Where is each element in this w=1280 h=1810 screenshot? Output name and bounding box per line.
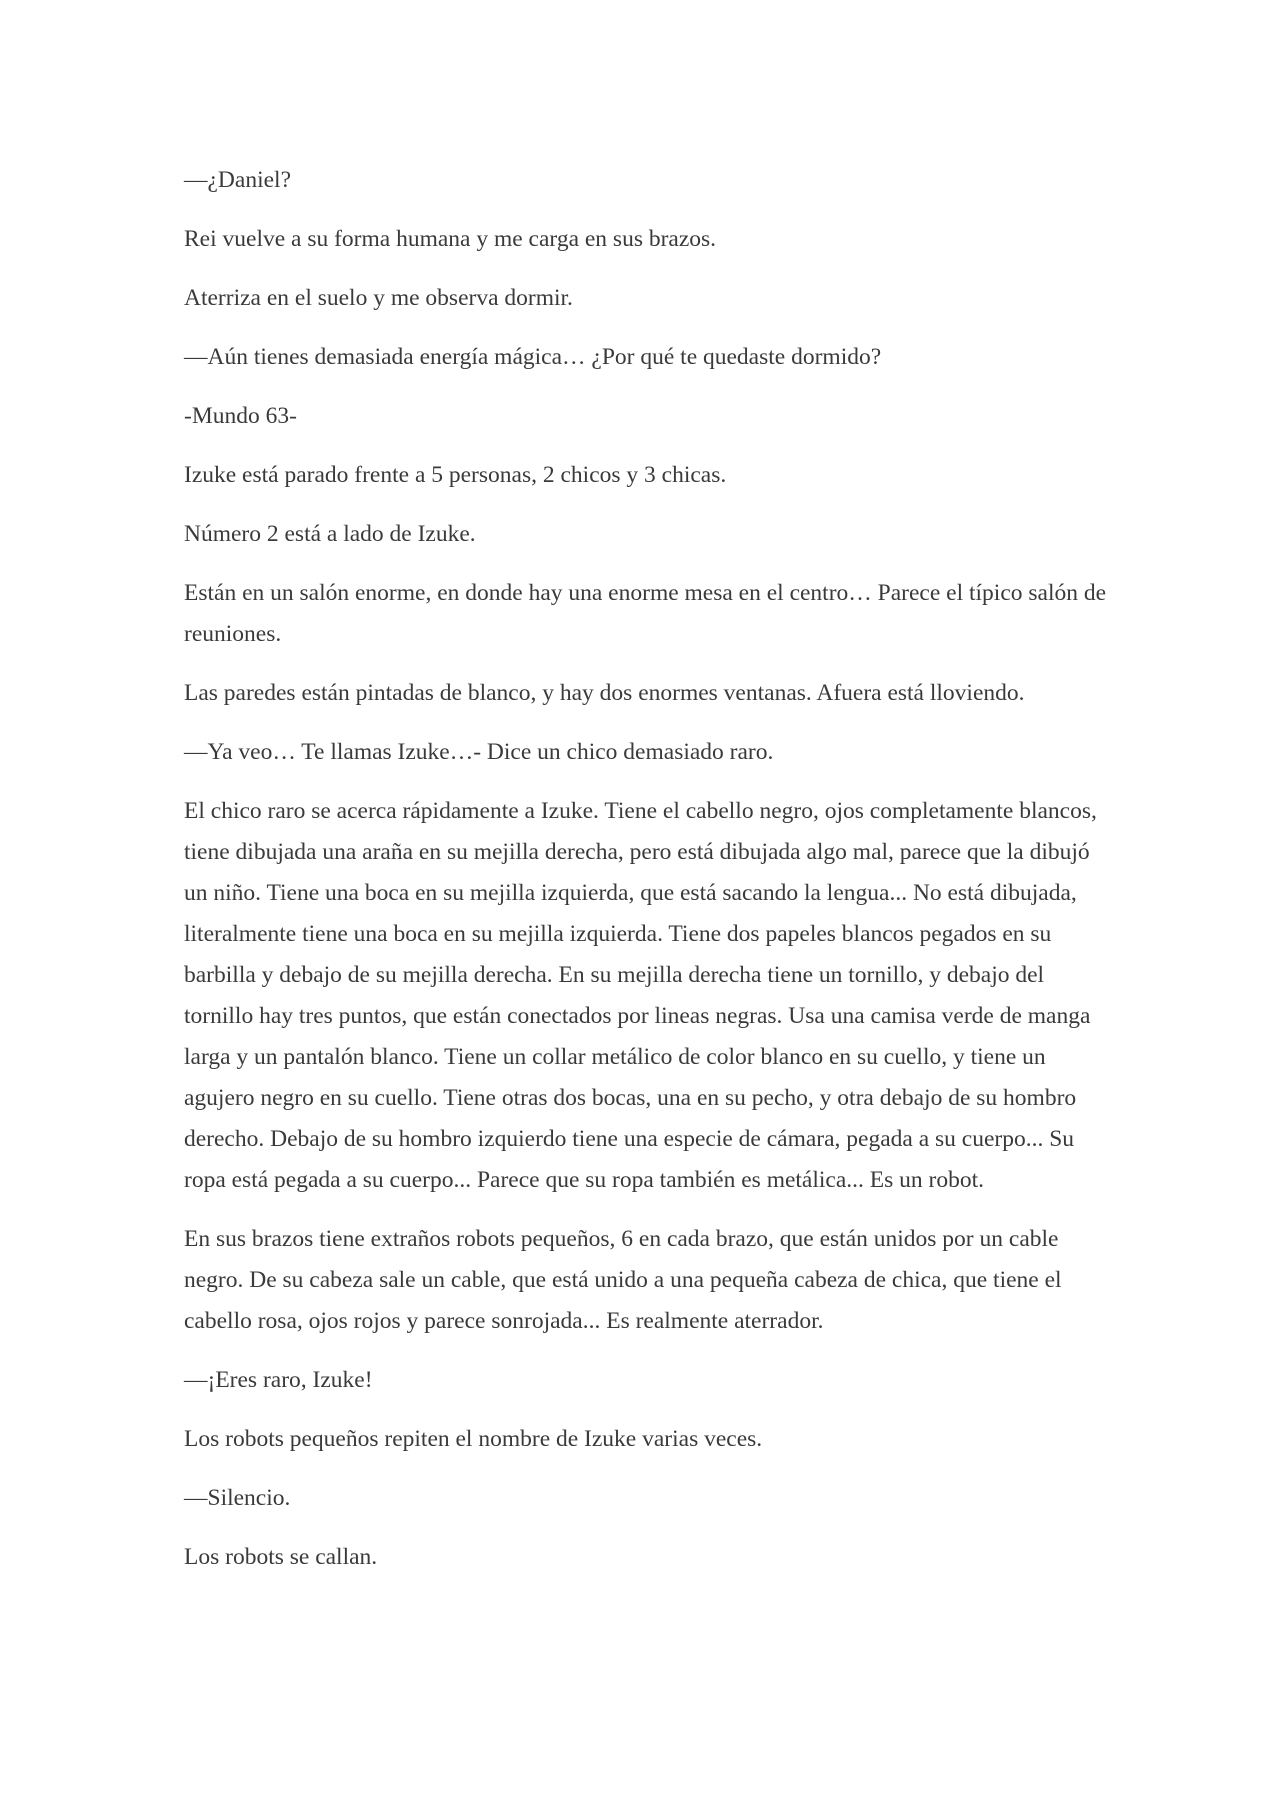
paragraph-13: —¡Eres raro, Izuke! [184, 1367, 373, 1393]
paragraph-8: Están en un salón enorme, en donde hay una enorme mesa en el centro… Parece el típico salón de reuniones. [184, 580, 1107, 647]
paragraph-4: —Aún tienes demasiada energía mágica… ¿Por qué te quedaste dormido? [184, 344, 882, 370]
paragraph-9: Las paredes están pintadas de blanco, y hay dos enormes ventanas. Afuera está lloviendo. [184, 680, 1025, 706]
paragraph-16: Los robots se callan. [184, 1544, 378, 1570]
paragraph-11: El chico raro se acerca rápidamente a Izuke. Tiene el cabello negro, ojos completamente blancos, tiene dibujada una araña en su mejilla derecha, pero está dibujada algo mal, parece que la dibujó un niño. Tiene una boca en su mejilla izquierda, que está sacando la lengua... No está dibujada, literalmente tiene una boca en su mejilla izquierda. Tiene dos papeles blancos pegados en su barbilla y debajo de su mejilla derecha. En su mejilla derecha tiene un tornillo, y debajo del tornillo hay tres puntos, que están conectados por lineas negras. Usa una camisa verde de manga larga y un pantalón blanco. Tiene un collar metálico de color blanco en su cuello, y tiene un agujero negro en su cuello. Tiene otras dos bocas, una en su pecho, y otra debajo de su hombro derecho. Debajo de su hombro izquierdo tiene una especie de cámara, pegada a su cuerpo... Su ropa está pegada a su cuerpo... Parece que su ropa también es metálica... Es un robot. [184, 798, 1097, 1193]
paragraph-14: Los robots pequeños repiten el nombre de Izuke varias veces. [184, 1426, 763, 1452]
paragraph-7: Número 2 está a lado de Izuke. [184, 521, 476, 547]
paragraph-1: —¿Daniel? [184, 167, 292, 193]
paragraph-3: Aterriza en el suelo y me observa dormir. [184, 285, 573, 311]
paragraph-10: —Ya veo… Te llamas Izuke…- Dice un chico demasiado raro. [184, 739, 774, 765]
paragraph-2: Rei vuelve a su forma humana y me carga en sus brazos. [184, 226, 717, 252]
paragraph-15: —Silencio. [184, 1485, 291, 1511]
paragraph-5: -Mundo 63- [184, 403, 297, 429]
paragraph-6: Izuke está parado frente a 5 personas, 2 chicos y 3 chicas. [184, 462, 727, 488]
paragraph-12: En sus brazos tiene extraños robots pequeños, 6 en cada brazo, que están unidos por un cable negro. De su cabeza sale un cable, que está unido a una pequeña cabeza de chica, que tiene el cabello rosa, ojos rojos y parece sonrojada... Es realmente aterrador. [184, 1226, 1062, 1334]
document-page [184, 160, 1114, 1596]
